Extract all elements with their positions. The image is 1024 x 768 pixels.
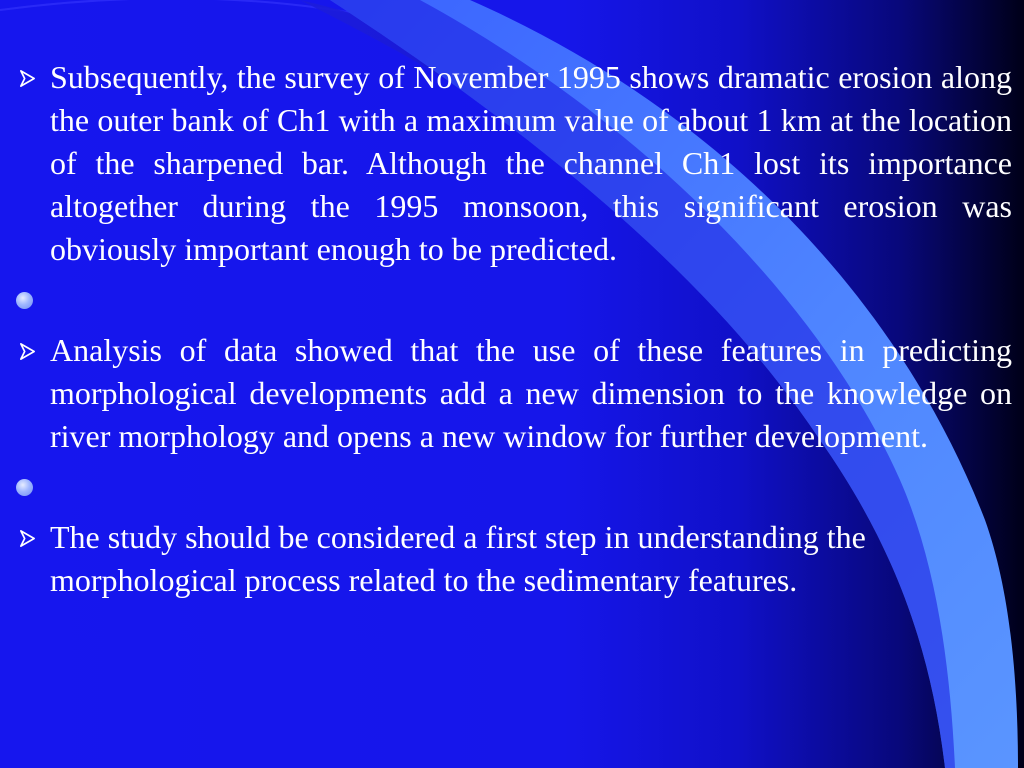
bullet-text: Analysis of data showed that the use of these features in predicting morphological developments add a new dimension to the knowledge on river morphology and opens a new window for further development. <box>50 332 1012 454</box>
dot-bullet-icon <box>16 479 33 496</box>
bullet-item-empty <box>14 279 1012 322</box>
bullet-marker <box>14 56 50 99</box>
bullet-item-erosion <box>14 56 1012 271</box>
bullet-marker <box>14 466 50 509</box>
bullet-marker <box>14 279 50 322</box>
arrow-bullet-icon <box>18 342 37 361</box>
arrow-bullet-icon <box>18 69 37 88</box>
dot-bullet-icon <box>16 292 33 309</box>
bullet-item-study <box>14 516 1012 602</box>
bullet-text: Subsequently, the survey of November 1995 shows dramatic erosion along the outer bank of Ch1 with a maximum value of about 1 km at the location of the sharpened bar. Although the channel Ch1 lost its importance altogether during the 1995 monsoon, this significant erosion was obviously important enough to be predicted. <box>50 59 1012 267</box>
bullet-text: The study should be considered a first step in understanding the morphological process related to the sedimentary features. <box>50 519 866 598</box>
bullet-item-analysis <box>14 329 1012 458</box>
bullet-marker <box>14 516 50 559</box>
bullet-item-empty <box>14 466 1012 509</box>
bullet-marker <box>14 329 50 372</box>
arrow-bullet-icon <box>18 529 37 548</box>
bullet-list <box>14 56 1012 602</box>
